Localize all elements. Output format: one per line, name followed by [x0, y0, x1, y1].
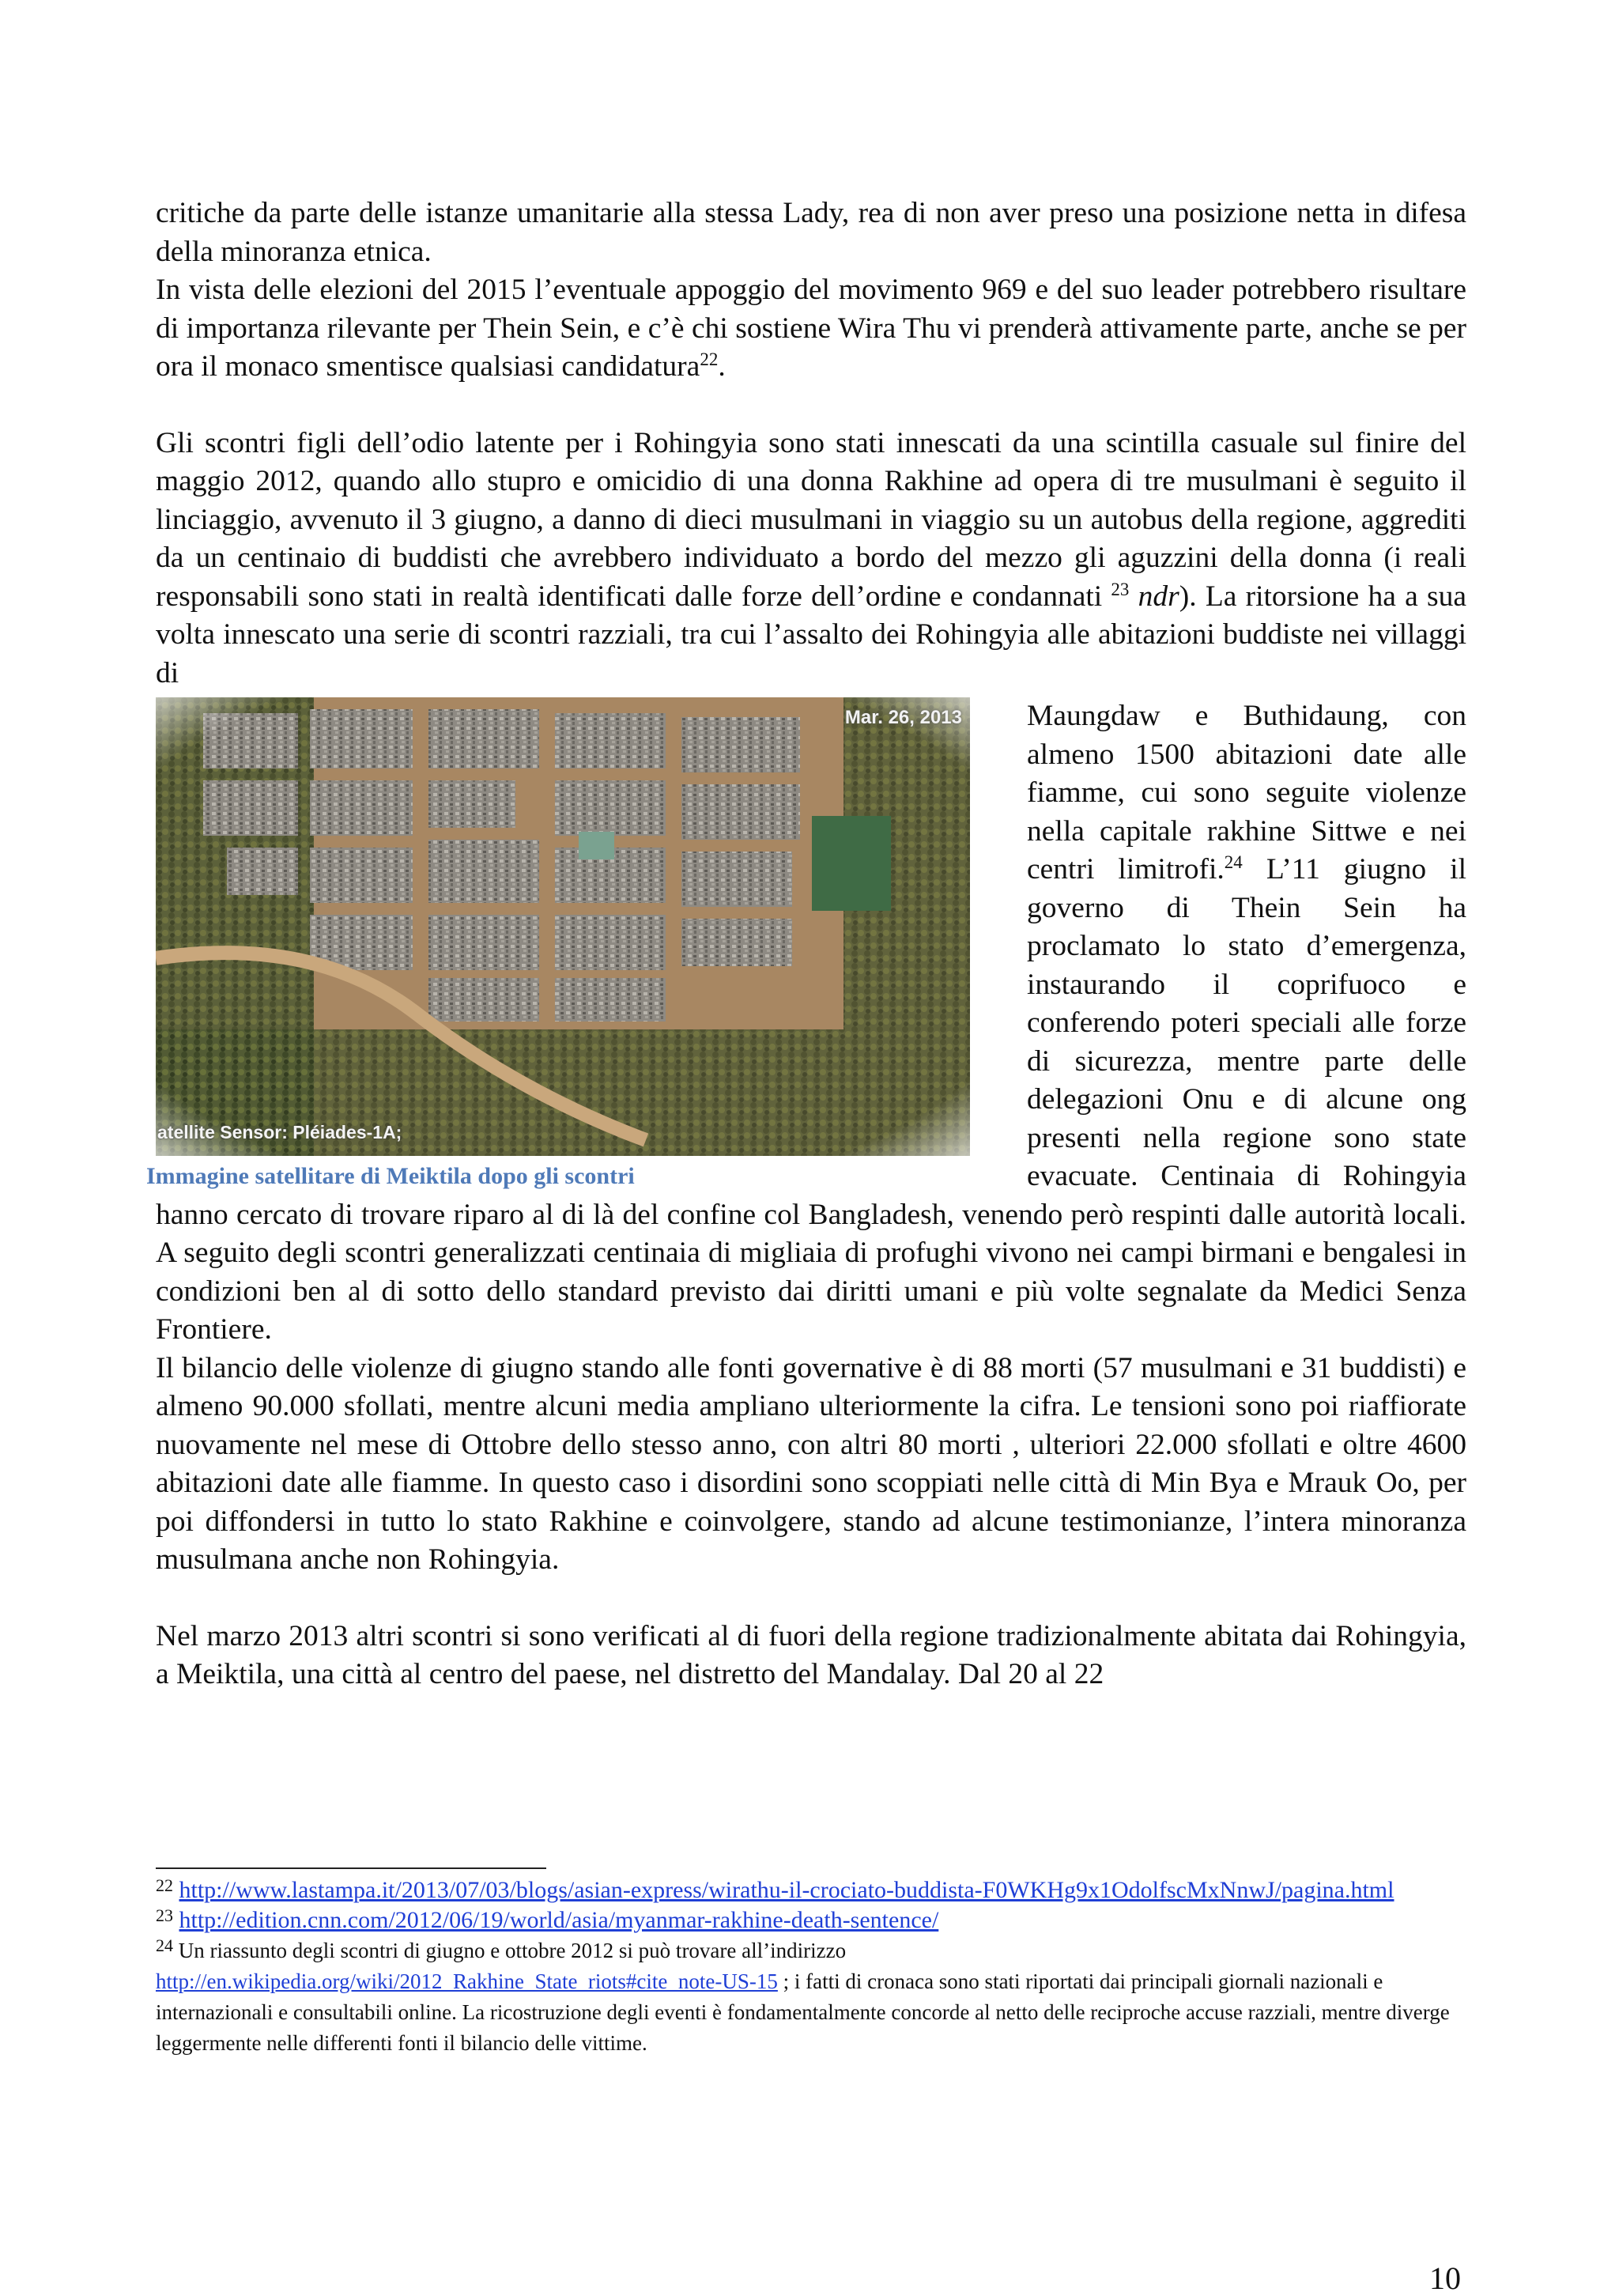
paragraph-gap [156, 1580, 1466, 1618]
footnote-ref-22[interactable]: 22 [700, 349, 719, 369]
paragraph [156, 425, 1466, 693]
footnote-24 [156, 1935, 1468, 2059]
figure [146, 697, 1000, 1191]
footnote-link[interactable]: http://en.wikipedia.org/wiki/2012_Rakhine_State_riots#cite_note-US-15 [156, 1969, 778, 1993]
satellite-image [156, 697, 970, 1156]
body-text [146, 194, 1467, 1694]
footnote-number: 22 [156, 1875, 173, 1895]
paragraph-end: . [718, 350, 726, 383]
footnote-number: 23 [156, 1905, 173, 1925]
paragraph-text: ). La ritorsione ha a sua volta innescato una serie di scontri razziali, tra cui l’assalto dei Rohingyia alle abitazioni buddiste nei villaggi di [156, 580, 1467, 689]
paragraph: Il bilancio delle violenze di giugno stando alle fonti governative è di 88 morti (57 musulmani e 31 buddisti) e almeno 90.000 sfollati, mentre alcuni media ampliano ulteriormente la cifra. Le tensioni sono poi riaffiorate nuovamente nel mese di Ottobre dello stesso anno, con altri 80 morti , ulteriori 22.000 sfollati e oltre 4600 abitazioni date alle fiamme. In questo caso i disordini sono scoppiati nelle città di Min Bya e Mrauk Oo, per poi diffondersi in tutto lo stato Rakhine e coinvolgere, stando ad alcune testimonianze, l’intera minoranza musulmana anche non Rohingyia. [156, 1351, 1466, 1576]
footnote-number: 24 [156, 1935, 173, 1955]
footnote-23 [156, 1905, 1468, 1935]
footnote-ref-24[interactable]: 24 [1224, 852, 1243, 872]
footnote-22 [156, 1875, 1468, 1905]
page-number: 10 [1429, 2260, 1461, 2296]
footnote-link[interactable]: http://edition.cnn.com/2012/06/19/world/asia/myanmar-rakhine-death-sentence/ [179, 1907, 939, 1933]
paragraph-text: In vista delle elezioni del 2015 l’eventuale appoggio del movimento 969 e del suo leader potrebbero risultare di importanza rilevante per Thein Sein, e c’è chi sostiene Wira Thu vi prenderà attivamente parte, anche se per ora il monaco smentisce qualsiasi candidatura [156, 274, 1466, 383]
paragraph-text: Maungdaw e Buthidaung, con almeno 1500 abitazioni date alle fiamme, cui sono seguite violenze nella capitale rakhine Sittwe e nei centri limitrofi. [1027, 700, 1466, 886]
footnote-separator [156, 1867, 546, 1869]
footnote-text: ; i fatti di cronaca sono stati riportati dai principali giornali nazionali e internazionali e consultabili online. La ricostruzione degli eventi è fondamentalmente concorde al netto delle reciproche accuse razziali, mentre diverge leggermente nelle differenti fonti il bilancio delle vittime. [156, 1969, 1450, 2055]
paragraph: critiche da parte delle istanze umanitarie alla stessa Lady, rea di non aver preso una posizione netta in difesa della minoranza etnica. [156, 197, 1466, 268]
image-sensor-label: atellite Sensor: Pléiades-1A; [157, 1121, 402, 1142]
footnote-link[interactable]: http://www.lastampa.it/2013/07/03/blogs/asian-express/wirathu-il-crociato-buddista-F0WKHg9x1OdolfscMxNnwJ/pagina.html [179, 1877, 1394, 1903]
paragraph-text: L’11 giugno il governo di Thein Sein ha proclamato lo stato d’emergenza, instaurando il coprifuoco e conferendo poteri speciali alle forze di sicurezza, mentre parte delle delegazioni Onu e di alcune ong presenti nella regione sono state evacuate. Centinaia di Rohingyia hanno cercato di trovare riparo al di là del confine col Bangladesh, venendo però respinti dalle autorità locali. A seguito degli scontri generalizzati centinaia di migliaia di profughi vivono nei campi birmani e bengalesi in condizioni ben al di sotto dello standard previsto dai diritti umani e più volte segnalate da Medici Senza Frontiere. [156, 853, 1466, 1346]
ndr-abbrev: ndr [1138, 580, 1179, 613]
image-date-stamp: Mar. 26, 2013 [844, 707, 962, 728]
paragraph-text: Gli scontri figli dell’odio latente per i Rohingyia sono stati innescati da una scintilla casuale sul finire del maggio 2012, quando allo stupro e omicidio di una donna Rakhine ad opera di tre musulmani è seguito il linciaggio, avvenuto il 3 giugno, a danno di dieci musulmani in viaggio su un autobus della regione, aggrediti da un centinaio di buddisti che avrebbero individuato a bordo del mezzo gli aguzzini della donna (i reali responsabili sono stati in realtà identificati dalle forze dell’ordine e condannati [156, 426, 1466, 613]
paragraph: Nel marzo 2013 altri scontri si sono verificati al di fuori della regione tradizionalmente abitata dai Rohingyia, a Meiktila, una città al centro del paese, nel distretto del Mandalay. Dal 20 al 22 [156, 1619, 1466, 1690]
paragraph-gap [156, 387, 1466, 425]
footnote-text: Un riassunto degli scontri di giugno e ottobre 2012 si può trovare all’indirizzo [178, 1939, 847, 1962]
footnote-ref-23[interactable]: 23 [1111, 579, 1130, 599]
figure-caption: Immagine satellitare di Meiktila dopo gli scontri [146, 1163, 635, 1189]
paragraph [156, 271, 1466, 387]
footnotes [156, 1875, 1468, 2059]
